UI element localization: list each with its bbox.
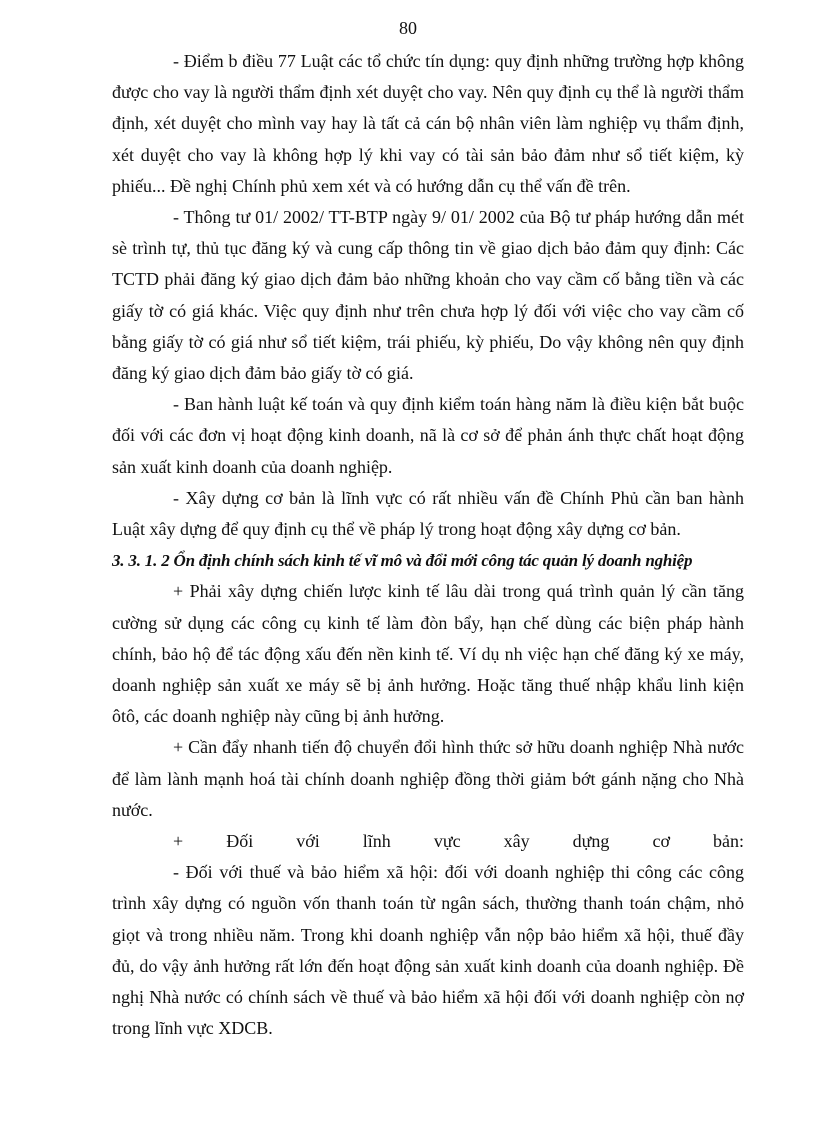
paragraph-xay-dung: - Xây dựng cơ bản là lĩnh vực có rất nhiều vấn đề Chính Phủ cần ban hành Luật xây dựng để quy định cụ thể về pháp lý trong hoạt động xây dựng cơ bản. [112, 487, 744, 540]
page-number: 80 [399, 18, 417, 38]
section-heading: 3. 3. 1. 2 Ổn định chính sách kinh tế vĩ mô và đổi mới công tác quản lý doanh nghiệp [112, 551, 693, 571]
paragraph-xdcb-heading: + Đối với lĩnh vực xây dựng cơ bản: [173, 831, 744, 852]
document-body [112, 46, 744, 1045]
paragraph-diem-b: - Điểm b điều 77 Luật các tổ chức tín dụng: quy định những trường hợp không được cho vay là người thẩm định xét duyệt cho vay. Nên quy định cụ thể là người thẩm định, xét duyệt cho mình vay hay là tất cả cán bộ nhân viên làm nghiệp vụ thẩm định, xét duyệt cho vay là không hợp lý khi vay có tài sản bảo đảm như sổ tiết kiệm, kỳ phiếu... Đề nghị Chính phủ xem xét và có hướng dẫn cụ thể vấn đề trên. [112, 51, 744, 196]
paragraph-chien-luoc: + Phải xây dựng chiến lược kinh tế lâu dài trong quá trình quản lý cần tăng cường sử dụng các công cụ kinh tế làm đòn bẩy, hạn chế dùng các biện pháp hành chính, bảo hộ để tác động xấu đến nền kinh tế. Ví dụ nh việc hạn chế đăng ký xe máy, doanh nghiệp sản xuất xe máy sẽ bị ảnh hưởng. Hoặc tăng thuế nhập khẩu linh kiện ôtô, các doanh nghiệp này cũng bị ảnh hưởng. [112, 581, 744, 727]
paragraph-thong-tu: - Thông tư 01/ 2002/ TT-BTP ngày 9/ 01/ 2002 của Bộ tư pháp hướng dẫn mét sè trình tự, thủ tục đăng ký và cung cấp thông tin về giao dịch bảo đảm quy định: Các TCTD phải đăng ký giao dịch đảm bảo những khoản cho vay cầm cố bằng tiền và các giấy tờ có giá khác. Việc quy định như trên chưa hợp lý đối với việc cho vay cầm cố bằng giấy tờ có giá như sổ tiết kiệm, trái phiếu, kỳ phiếu, Do vậy không nên quy định đăng ký giao dịch đảm bảo giấy tờ có giá. [112, 207, 744, 384]
paragraph-thue-bhxh: - Đối với thuế và bảo hiểm xã hội: đối với doanh nghiệp thi công các công trình xây dựng có nguồn vốn thanh toán từ ngân sách, thường thanh toán chậm, nhỏ giọt và trong nhiều năm. Trong khi doanh nghiệp vẫn nộp bảo hiểm xã hội, thuế đầy đủ, do vậy ảnh hưởng rất lớn đến hoạt động sản xuất kinh doanh của doanh nghiệp. Đề nghị Nhà nước có chính sách về thuế và bảo hiểm xã hội đối với doanh nghiệp còn nợ trong lĩnh vực XDCB. [112, 862, 744, 1039]
paragraph-so-huu: + Cần đẩy nhanh tiến độ chuyển đổi hình thức sở hữu doanh nghiệp Nhà nước để làm lành mạnh hoá tài chính doanh nghiệp đồng thời giảm bớt gánh nặng cho Nhà nước. [112, 737, 744, 820]
paragraph-ke-toan: - Ban hành luật kế toán và quy định kiểm toán hàng năm là điều kiện bắt buộc đối với các đơn vị hoạt động kinh doanh, nã là cơ sở để phản ánh thực chất hoạt động sản xuất kinh doanh của doanh nghiệp. [112, 394, 744, 477]
